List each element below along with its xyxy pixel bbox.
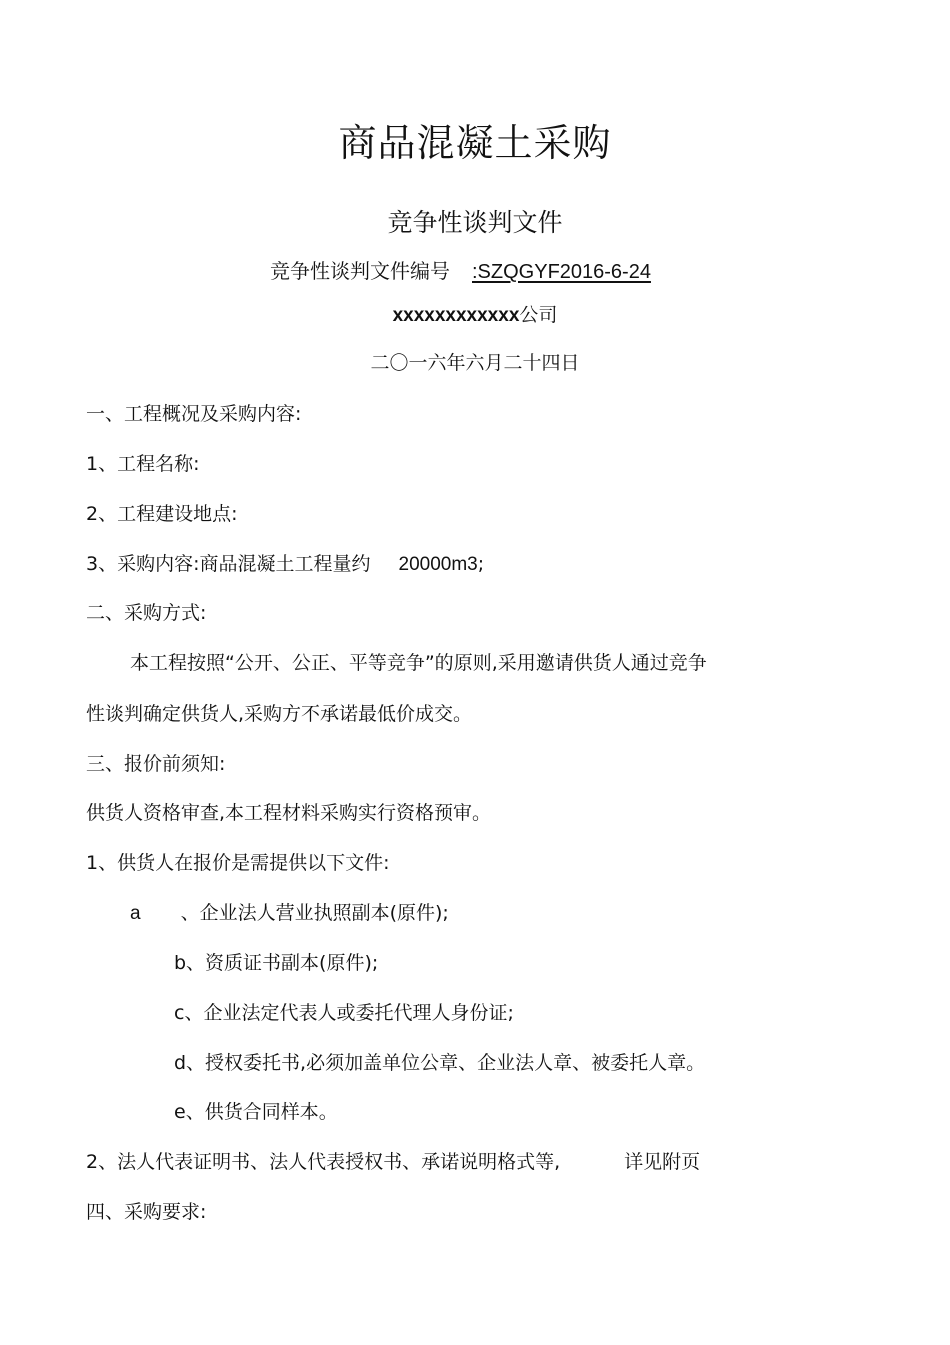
section-2-heading: 二、采购方式: [86,602,207,624]
qualification-intro: 供货人资格审查,本工程材料采购实行资格预审。 [86,802,492,824]
see-appendix-reference: 详见附页 [624,1151,701,1173]
document-subtitle: 竞争性谈判文件 [387,208,563,237]
required-document-c: c、企业法定代表人或委托代理人身份证; [174,1002,514,1024]
required-document-a-text: 、企业法人营业执照副本(原件); [180,902,449,924]
procurement-method-paragraph-line-2: 性谈判确定供货人,采购方不承诺最低价成交。 [86,703,473,725]
procurement-content-item [86,555,484,574]
section-3-heading: 三、报价前须知: [86,753,226,775]
project-name-item: 1、工程名称: [86,453,200,475]
document-number-value: :SZQGYF2016-6-24 [472,261,651,283]
section-1-heading: 一、工程概况及采购内容: [86,403,302,425]
document-date: 二〇一六年六月二十四日 [370,352,580,374]
company-name [0,306,950,325]
section-4-heading: 四、采购要求: [86,1201,207,1223]
procurement-quantity: 20000m3 [398,554,478,575]
required-document-b: b、资质证书副本(原件); [174,952,379,974]
procurement-method-paragraph-line-1: 本工程按照“公开、公正、平等竞争”的原则,采用邀请供货人通过竞争 [130,652,707,674]
required-document-a-letter: a [130,903,141,924]
required-documents-item: 1、供货人在报价是需提供以下文件: [86,852,390,874]
document-title: 商品混凝土采购 [338,121,612,165]
procurement-content-label: 3、采购内容:商品混凝土工程量约 [86,553,371,575]
document-number-line [270,261,651,282]
certificate-item-text: 2、法人代表证明书、法人代表授权书、承诺说明格式等, [86,1151,561,1173]
required-document-e: e、供货合同样本。 [174,1101,338,1123]
document-number-label: 竞争性谈判文件编号 [270,259,450,283]
company-name-mask: xxxxxxxxxxxx [392,305,520,326]
certificate-item [86,1153,700,1172]
project-location-item: 2、工程建设地点: [86,503,238,525]
company-name-suffix: 公司 [519,304,558,326]
procurement-quantity-end: ; [477,553,485,575]
required-document-d: d、授权委托书,必须加盖单位公章、企业法人章、被委托人章。 [174,1052,706,1074]
required-document-a [130,904,449,923]
